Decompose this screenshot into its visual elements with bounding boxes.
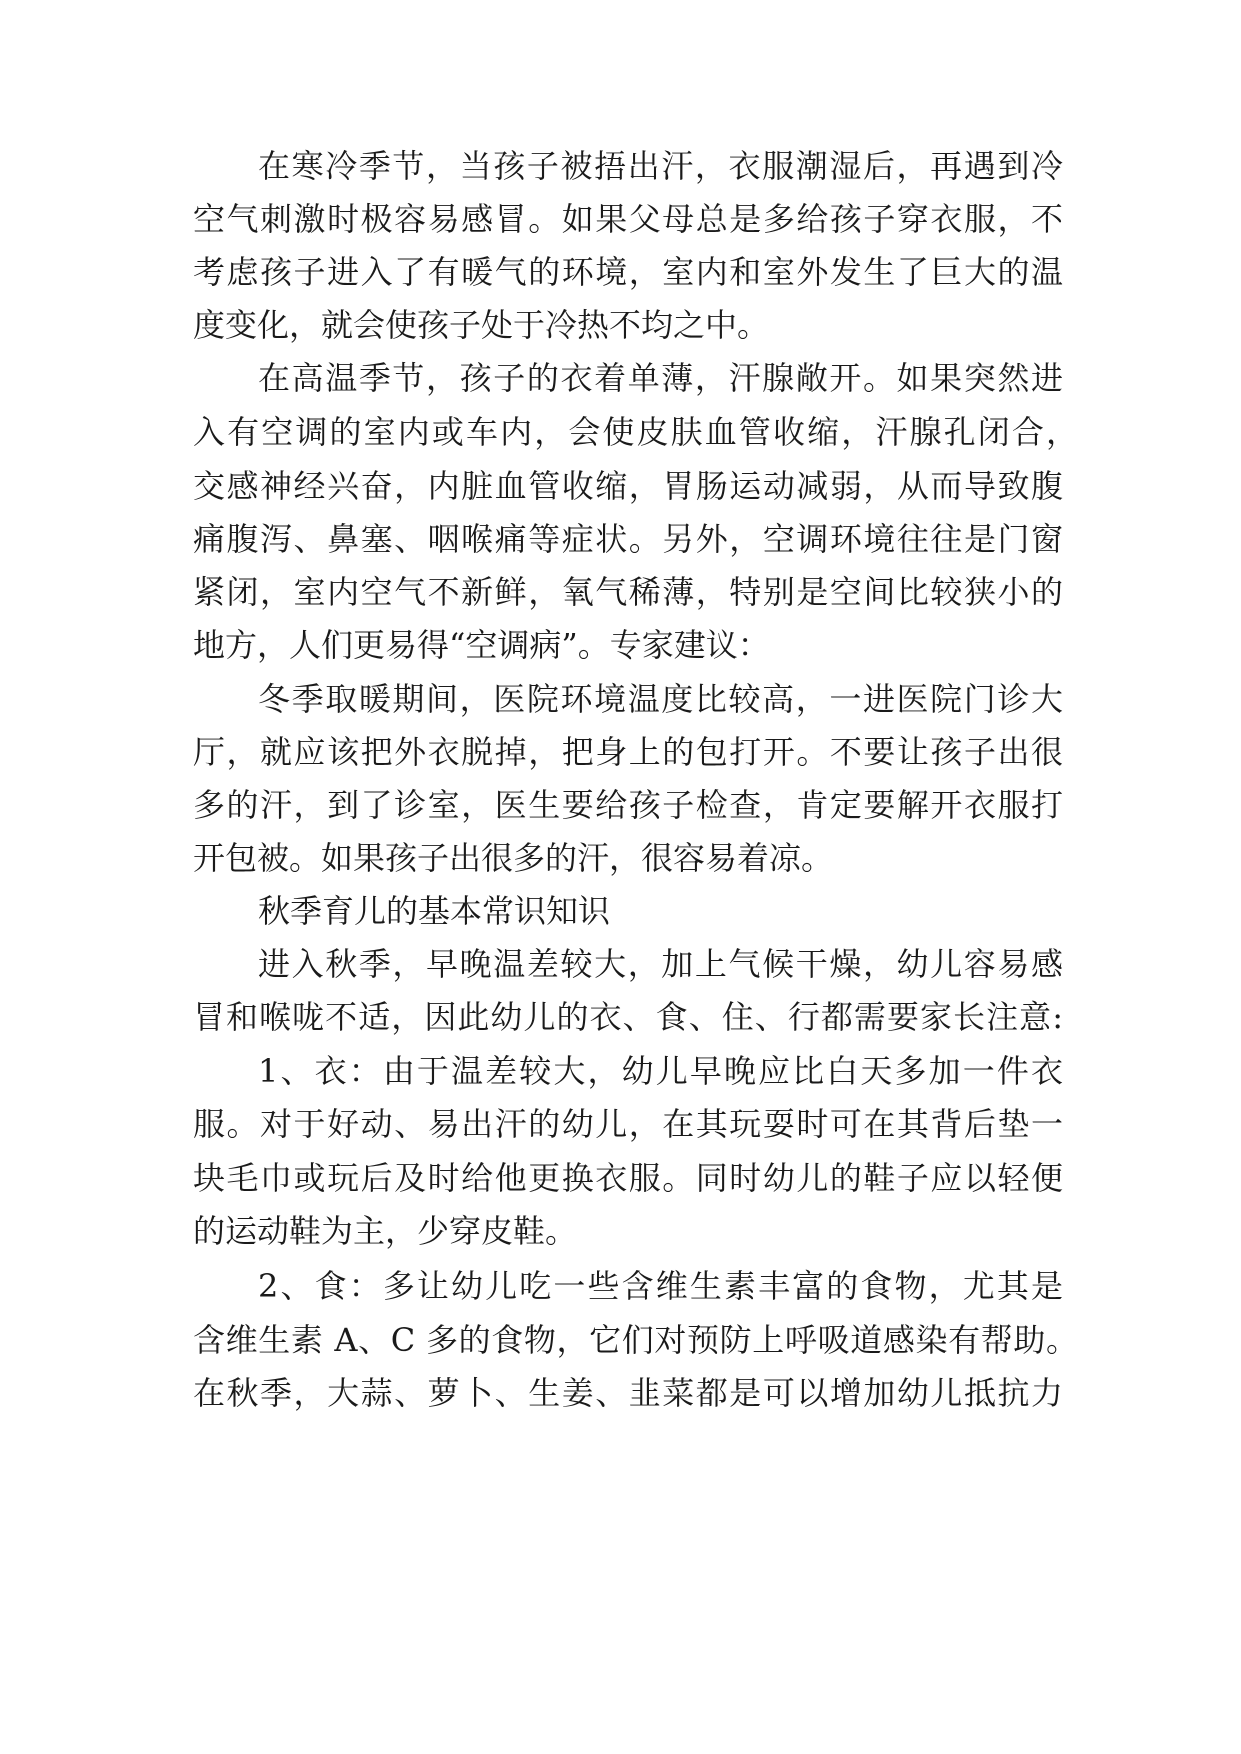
- section-heading: 秋季育儿的基本常识知识: [258, 892, 611, 930]
- paragraph-2-line-4: 痛腹泻、鼻塞、咽喉痛等症状。另外，空调环境往往是门窗: [193, 520, 1063, 558]
- paragraph-2-line-5: 紧闭，室内空气不新鲜，氧气稀薄，特别是空间比较狭小的: [193, 573, 1063, 611]
- paragraph-3-line-2: 厅，就应该把外衣脱掉，把身上的包打开。不要让孩子出很: [193, 733, 1063, 771]
- paragraph-2-line-6: 地方，人们更易得“空调病”。专家建议：: [193, 626, 770, 664]
- paragraph-1-line-3: 考虑孩子进入了有暖气的环境，室内和室外发生了巨大的温: [193, 253, 1063, 291]
- paragraph-3-line-4: 开包被。如果孩子出很多的汗，很容易着凉。: [193, 839, 834, 877]
- paragraph-6-line-2: 含维生素 A、C 多的食物，它们对预防上呼吸道感染有帮助。: [193, 1321, 1078, 1359]
- paragraph-1-line-4: 度变化，就会使孩子处于冷热不均之中。: [193, 306, 770, 344]
- paragraph-5-line-2: 服。对于好动、易出汗的幼儿，在其玩耍时可在其背后垫一: [193, 1105, 1063, 1143]
- paragraph-5-line-1: 1、衣：由于温差较大，幼儿早晚应比白天多加一件衣: [258, 1052, 1063, 1090]
- paragraph-3-line-1: 冬季取暖期间，医院环境温度比较高，一进医院门诊大: [258, 680, 1063, 718]
- paragraph-2-line-2: 入有空调的室内或车内，会使皮肤血管收缩，汗腺孔闭合，: [193, 413, 1078, 451]
- paragraph-1-line-2: 空气刺激时极容易感冒。如果父母总是多给孩子穿衣服，不: [193, 200, 1063, 238]
- paragraph-5-line-4: 的运动鞋为主，少穿皮鞋。: [193, 1212, 578, 1250]
- paragraph-5-line-3: 块毛巾或玩后及时给他更换衣服。同时幼儿的鞋子应以轻便: [193, 1159, 1063, 1197]
- paragraph-2-line-3: 交感神经兴奋，内脏血管收缩，胃肠运动减弱，从而导致腹: [193, 467, 1063, 505]
- paragraph-1-line-1: 在寒冷季节，当孩子被捂出汗，衣服潮湿后，再遇到冷: [258, 147, 1063, 185]
- paragraph-4-line-2: 冒和喉咙不适，因此幼儿的衣、食、住、行都需要家长注意:: [193, 998, 1063, 1036]
- paragraph-3-line-3: 多的汗，到了诊室，医生要给孩子检查，肯定要解开衣服打: [193, 786, 1063, 824]
- paragraph-6-line-1: 2、食：多让幼儿吃一些含维生素丰富的食物，尤其是: [258, 1267, 1063, 1305]
- paragraph-6-line-3: 在秋季，大蒜、萝卜、生姜、韭菜都是可以增加幼儿抵抗力: [193, 1374, 1063, 1412]
- paragraph-4-line-1: 进入秋季，早晚温差较大，加上气候干燥，幼儿容易感: [258, 945, 1063, 983]
- paragraph-2-line-1: 在高温季节，孩子的衣着单薄，汗腺敞开。如果突然进: [258, 359, 1063, 397]
